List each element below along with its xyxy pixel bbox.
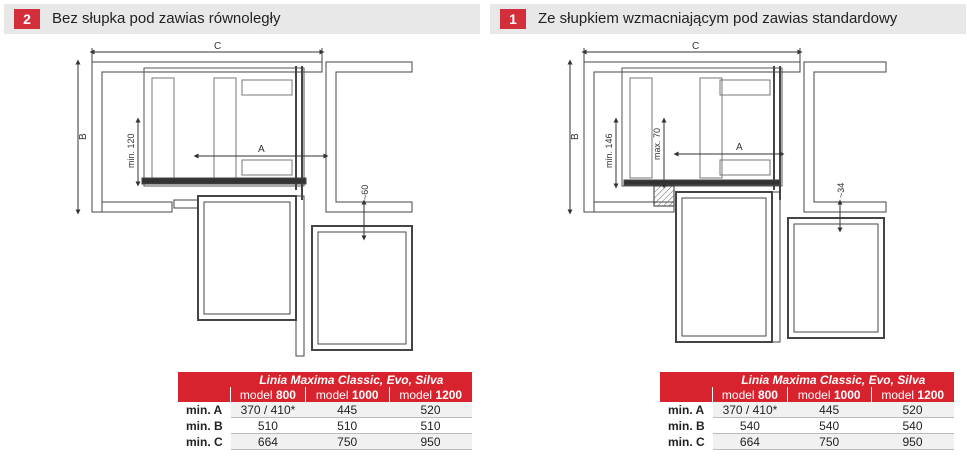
panel-parallel-hinge: [4, 0, 480, 464]
table-row: min. A 370 / 410* 445 520: [178, 402, 472, 418]
spec-table: [178, 372, 472, 450]
spec-table: [660, 372, 954, 450]
label-min-dim: min. 146: [604, 133, 614, 168]
basket-back: [622, 68, 782, 186]
label-c: C: [214, 41, 222, 52]
table-row: min. A 370 / 410* 445 520: [660, 402, 954, 418]
reinforcing-post: [654, 186, 674, 206]
label-max-dim: max. 70: [652, 127, 662, 160]
table-row: min. B 510 510 510: [178, 418, 472, 434]
table-row: min. C 664 750 950: [178, 434, 472, 450]
label-min-dim: min. 120: [126, 133, 136, 168]
table-header: Linia Maxima Classic, Evo, Silva: [713, 372, 955, 387]
panel-number-badge: 1: [500, 9, 526, 29]
model-header: model 1200: [871, 387, 954, 402]
swing-basket: [788, 218, 884, 338]
cabinet-bottom: [102, 202, 172, 212]
label-b: B: [570, 133, 581, 140]
label-a: A: [258, 144, 265, 155]
model-header: model 1000: [305, 387, 389, 402]
table-header: Linia Maxima Classic, Evo, Silva: [231, 372, 473, 387]
panel-number-badge: 2: [14, 9, 40, 29]
label-gap: ~60: [360, 184, 370, 200]
panel-title: Bez słupka pod zawias równoległy: [52, 10, 281, 27]
swing-basket: [312, 226, 412, 350]
model-header: model 1200: [389, 387, 472, 402]
table-row: min. C 664 750 950: [660, 434, 954, 450]
model-header: model 800: [713, 387, 788, 402]
pivot-door: [676, 192, 772, 342]
table-row: min. B 540 540 540: [660, 418, 954, 434]
panel-title: Ze słupkiem wzmacniającym pod zawias standardowy: [538, 10, 898, 27]
label-gap: ~34: [836, 182, 846, 198]
label-c: C: [692, 41, 700, 52]
basket-back: [144, 68, 304, 186]
model-header: model 1000: [787, 387, 871, 402]
label-b: B: [78, 133, 89, 140]
panel-reinforcing-post: [490, 0, 966, 464]
model-header: model 800: [231, 387, 306, 402]
pivot-door: [198, 196, 296, 320]
label-a: A: [736, 142, 743, 153]
